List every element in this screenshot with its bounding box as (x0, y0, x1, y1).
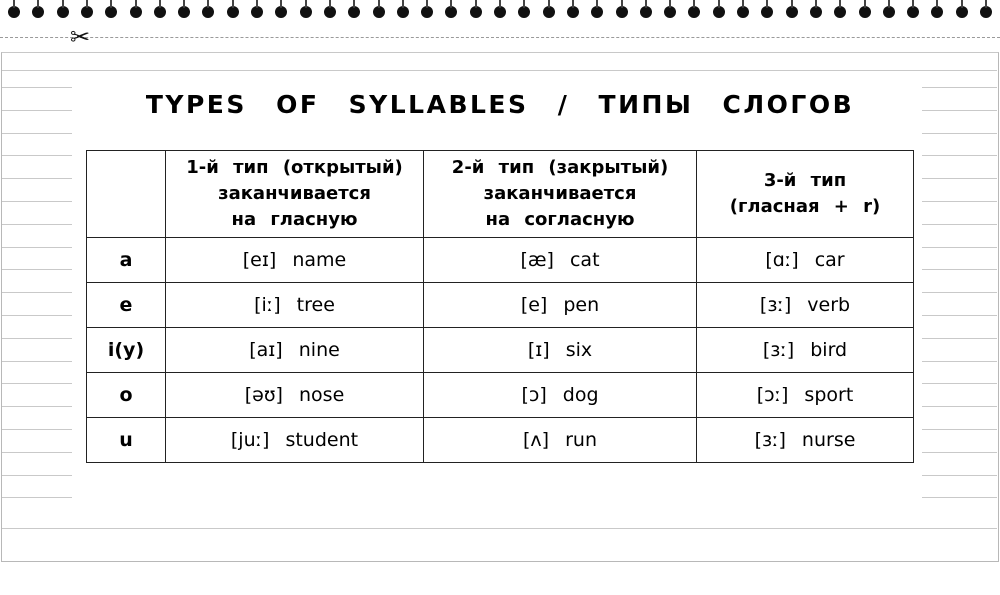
type-3-cell: [ɜː] bird (697, 328, 914, 373)
spiral-ring-icon (373, 6, 385, 18)
ruled-line (2, 269, 72, 270)
spiral-ring-icon (32, 6, 44, 18)
type-1-cell: [aɪ] nine (166, 328, 424, 373)
ruled-line (922, 383, 997, 384)
type-3-cell: [ɜː] verb (697, 283, 914, 328)
spiral-ring-icon (786, 6, 798, 18)
ruled-line (922, 201, 997, 202)
ruled-line (2, 87, 72, 88)
ruled-line (922, 429, 997, 430)
ruled-line (922, 133, 997, 134)
ruled-line (2, 361, 72, 362)
spiral-ring-icon (227, 6, 239, 18)
spiral-ring-icon (251, 6, 263, 18)
type-1-cell: [iː] tree (166, 283, 424, 328)
spiral-ring-icon (178, 6, 190, 18)
spiral-ring-icon (105, 6, 117, 18)
row-letter: i(y) (87, 328, 166, 373)
type-1-cell: [əʊ] nose (166, 373, 424, 418)
ruled-line (922, 292, 997, 293)
header-corner (87, 151, 166, 238)
spiral-ring-icon (591, 6, 603, 18)
ruled-line (922, 87, 997, 88)
header-type-1 (166, 151, 424, 238)
scissors-icon: ✂ (70, 23, 91, 51)
ruled-line (2, 475, 72, 476)
spiral-ring-icon (348, 6, 360, 18)
header-type-2 (424, 151, 697, 238)
type-3-cell: [ɜː] nurse (697, 418, 914, 463)
spiral-ring-icon (421, 6, 433, 18)
type-3-cell: [ɔː] sport (697, 373, 914, 418)
ruled-line (922, 178, 997, 179)
spiral-ring-icon (470, 6, 482, 18)
type-1-cell: [juː] student (166, 418, 424, 463)
ruled-line (2, 178, 72, 179)
spiral-ring-icon (688, 6, 700, 18)
header-type-2-line-2: заканчивается (483, 183, 637, 204)
header-type-2-line-1: 2-й тип (закрытый) (451, 157, 669, 178)
header-type-1-line-1: 1-й тип (открытый) (186, 157, 403, 178)
spiral-ring-icon (397, 6, 409, 18)
ruled-line (2, 338, 72, 339)
spiral-ring-icon (761, 6, 773, 18)
ruled-line (922, 155, 997, 156)
ruled-line (2, 247, 72, 248)
spiral-ring-icon (834, 6, 846, 18)
ruled-line (2, 133, 72, 134)
spiral-ring-icon (81, 6, 93, 18)
table-row (87, 418, 914, 463)
table-row (87, 328, 914, 373)
header-type-3-line-1: 3-й тип (763, 170, 847, 191)
ruled-line (2, 383, 72, 384)
ruled-line (922, 224, 997, 225)
row-letter: o (87, 373, 166, 418)
spiral-ring-icon (445, 6, 457, 18)
spiral-ring-icon (543, 6, 555, 18)
header-type-2-line-3: на согласную (485, 209, 635, 230)
cut-line (0, 37, 1000, 38)
spiral-ring-icon (859, 6, 871, 18)
spiral-ring-icon (907, 6, 919, 18)
spiral-ring-icon (8, 6, 20, 18)
table-row (87, 373, 914, 418)
table-row (87, 238, 914, 283)
spiral-ring-icon (931, 6, 943, 18)
spiral-binding (0, 0, 1000, 28)
ruled-line (2, 406, 72, 407)
spiral-ring-icon (300, 6, 312, 18)
header-type-1-line-3: на гласную (231, 209, 358, 230)
type-3-cell: [ɑː] car (697, 238, 914, 283)
ruled-line (922, 452, 997, 453)
ruled-line (2, 497, 72, 498)
spiral-ring-icon (567, 6, 579, 18)
page-title: TYPES OF SYLLABLES / ТИПЫ СЛОГОВ (145, 90, 855, 119)
row-letter: u (87, 418, 166, 463)
ruled-line (922, 269, 997, 270)
ruled-line (922, 497, 997, 498)
spiral-ring-icon (640, 6, 652, 18)
table-header-row (87, 151, 914, 238)
spiral-ring-icon (275, 6, 287, 18)
ruled-line (922, 475, 997, 476)
ruled-line (2, 292, 72, 293)
spiral-ring-icon (494, 6, 506, 18)
spiral-ring-icon (57, 6, 69, 18)
spiral-ring-icon (664, 6, 676, 18)
ruled-line (2, 224, 72, 225)
ruled-line (2, 155, 72, 156)
row-letter: e (87, 283, 166, 328)
spiral-ring-icon (810, 6, 822, 18)
spiral-ring-icon (737, 6, 749, 18)
ruled-line (2, 315, 72, 316)
ruled-line (922, 338, 997, 339)
spiral-ring-icon (324, 6, 336, 18)
ruled-line (2, 452, 72, 453)
spiral-ring-icon (202, 6, 214, 18)
spiral-ring-icon (616, 6, 628, 18)
ruled-line (2, 528, 997, 529)
ruled-line (2, 70, 997, 71)
type-1-cell: [eɪ] name (166, 238, 424, 283)
header-type-3 (697, 151, 914, 238)
ruled-line (922, 406, 997, 407)
type-2-cell: [e] pen (424, 283, 697, 328)
table-row (87, 283, 914, 328)
type-2-cell: [ɪ] six (424, 328, 697, 373)
spiral-ring-icon (956, 6, 968, 18)
ruled-line (2, 201, 72, 202)
syllable-types-table (86, 150, 914, 463)
ruled-line (922, 247, 997, 248)
type-2-cell: [ʌ] run (424, 418, 697, 463)
type-2-cell: [æ] cat (424, 238, 697, 283)
spiral-ring-icon (883, 6, 895, 18)
ruled-line (922, 315, 997, 316)
ruled-line (922, 361, 997, 362)
spiral-ring-icon (130, 6, 142, 18)
spiral-ring-icon (154, 6, 166, 18)
header-type-3-line-2: (гласная + r) (729, 196, 881, 217)
row-letter: a (87, 238, 166, 283)
spiral-ring-icon (518, 6, 530, 18)
ruled-line (2, 429, 72, 430)
spiral-ring-icon (980, 6, 992, 18)
header-type-1-line-2: заканчивается (218, 183, 371, 204)
type-2-cell: [ɔ] dog (424, 373, 697, 418)
spiral-ring-icon (713, 6, 725, 18)
